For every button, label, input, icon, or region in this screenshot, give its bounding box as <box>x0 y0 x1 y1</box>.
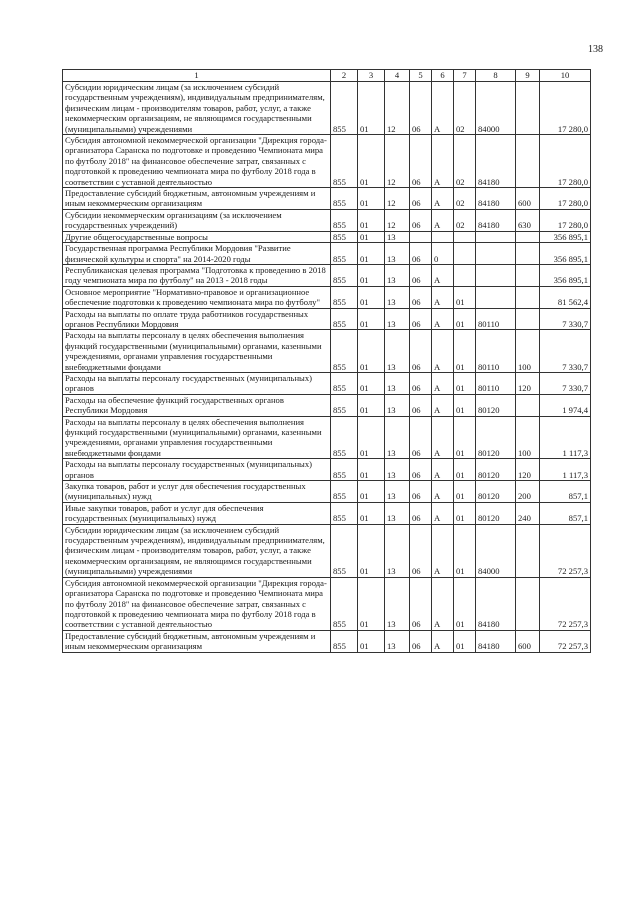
header-cell: 9 <box>516 70 540 82</box>
code-cell: 13 <box>385 243 410 265</box>
code-cell: А <box>432 372 454 394</box>
code-cell: 06 <box>410 264 432 286</box>
code-cell: 13 <box>385 630 410 652</box>
amount-cell: 7 330,7 <box>540 308 591 330</box>
code-cell: 13 <box>385 231 410 242</box>
amount-cell: 7 330,7 <box>540 330 591 373</box>
code-cell: 120 <box>516 372 540 394</box>
code-cell: А <box>432 188 454 210</box>
row-name: Субсидия автономной некоммерческой организации "Дирекция города-организатора Саранска по подготовке и проведению Чемпионата мира по футболу 2018" на финансовое обеспечение затрат, связанных с подготовкой к проведению чемпионата мира по футболу 2018 года в соответствии с уставной деятельностью <box>63 135 331 188</box>
code-cell <box>516 286 540 308</box>
code-cell: 100 <box>516 330 540 373</box>
code-cell: 01 <box>358 243 385 265</box>
code-cell: 855 <box>331 209 358 231</box>
code-cell: 80110 <box>476 372 516 394</box>
amount-cell: 72 257,3 <box>540 524 591 577</box>
code-cell: 01 <box>454 330 476 373</box>
code-cell: 01 <box>358 524 385 577</box>
code-cell: 06 <box>410 577 432 630</box>
code-cell: 855 <box>331 243 358 265</box>
row-name: Закупка товаров, работ и услуг для обеспечения государственных (муниципальных) нужд <box>63 481 331 503</box>
code-cell: 84180 <box>476 188 516 210</box>
code-cell: 855 <box>331 308 358 330</box>
code-cell: 84000 <box>476 82 516 135</box>
code-cell: А <box>432 82 454 135</box>
code-cell: 12 <box>385 135 410 188</box>
code-cell <box>410 231 432 242</box>
code-cell: А <box>432 524 454 577</box>
header-cell: 3 <box>358 70 385 82</box>
code-cell: 13 <box>385 416 410 459</box>
code-cell: 01 <box>454 394 476 416</box>
code-cell: 13 <box>385 394 410 416</box>
amount-cell: 17 280,0 <box>540 82 591 135</box>
code-cell: 06 <box>410 459 432 481</box>
row-name: Республиканская целевая программа "Подготовка к проведению в 2018 году чемпионата мира по футболу" на 2013 - 2018 годы <box>63 264 331 286</box>
code-cell: 01 <box>358 459 385 481</box>
code-cell: 855 <box>331 502 358 524</box>
code-cell: А <box>432 330 454 373</box>
row-name: Расходы на выплаты персоналу государственных (муниципальных) органов <box>63 459 331 481</box>
code-cell: А <box>432 502 454 524</box>
amount-cell: 72 257,3 <box>540 630 591 652</box>
code-cell: А <box>432 209 454 231</box>
code-cell: А <box>432 286 454 308</box>
code-cell: 80120 <box>476 502 516 524</box>
code-cell: 855 <box>331 394 358 416</box>
code-cell: 01 <box>358 577 385 630</box>
table-row <box>63 459 591 481</box>
table-row <box>63 481 591 503</box>
code-cell: 855 <box>331 416 358 459</box>
code-cell: 855 <box>331 135 358 188</box>
budget-table <box>62 69 591 653</box>
code-cell: 855 <box>331 630 358 652</box>
code-cell: 84180 <box>476 209 516 231</box>
amount-cell: 356 895,1 <box>540 264 591 286</box>
code-cell: 01 <box>454 524 476 577</box>
code-cell <box>454 264 476 286</box>
row-name: Предоставление субсидий бюджетным, автономным учреждениям и иным некоммерческим организациям <box>63 188 331 210</box>
code-cell: 01 <box>358 502 385 524</box>
code-cell: 01 <box>454 372 476 394</box>
code-cell: 80120 <box>476 416 516 459</box>
code-cell: 100 <box>516 416 540 459</box>
code-cell: А <box>432 308 454 330</box>
amount-cell: 17 280,0 <box>540 135 591 188</box>
code-cell: 240 <box>516 502 540 524</box>
code-cell: 80120 <box>476 459 516 481</box>
table-row <box>63 416 591 459</box>
amount-cell: 1 974,4 <box>540 394 591 416</box>
code-cell: 80120 <box>476 481 516 503</box>
row-name: Государственная программа Республики Мордовия "Развитие физической культуры и спорта" на 2014-2020 годы <box>63 243 331 265</box>
code-cell <box>516 231 540 242</box>
code-cell: 855 <box>331 188 358 210</box>
code-cell: А <box>432 416 454 459</box>
header-row <box>63 70 591 82</box>
row-name: Расходы на выплаты персоналу в целях обеспечения выполнения функций государственными (муниципальными) органами, казенными учреждениями, органами управления государственными внебюджетными фондами <box>63 330 331 373</box>
header-cell: 5 <box>410 70 432 82</box>
code-cell: 01 <box>454 286 476 308</box>
code-cell: А <box>432 630 454 652</box>
code-cell: 06 <box>410 372 432 394</box>
row-name: Субсидии юридическим лицам (за исключением субсидий государственным учреждениям), индивидуальным предпринимателям, физическим лицам - производителям товаров, работ, услуг, а также некоммерческим организациям, не являющимся государственными (муниципальными) учреждениями <box>63 82 331 135</box>
table-row <box>63 394 591 416</box>
row-name: Расходы на обеспечение функций государственных органов Республики Мордовия <box>63 394 331 416</box>
code-cell: 01 <box>358 416 385 459</box>
code-cell <box>476 286 516 308</box>
code-cell: 13 <box>385 459 410 481</box>
header-cell: 10 <box>540 70 591 82</box>
code-cell: 84180 <box>476 135 516 188</box>
header-cell: 6 <box>432 70 454 82</box>
table-row <box>63 502 591 524</box>
code-cell <box>516 264 540 286</box>
code-cell: 01 <box>358 231 385 242</box>
code-cell: 06 <box>410 524 432 577</box>
code-cell: 13 <box>385 502 410 524</box>
code-cell: А <box>432 459 454 481</box>
code-cell: 855 <box>331 577 358 630</box>
page-number: 138 <box>588 44 603 55</box>
amount-cell: 857,1 <box>540 502 591 524</box>
code-cell: 13 <box>385 330 410 373</box>
code-cell <box>454 231 476 242</box>
code-cell: 01 <box>454 459 476 481</box>
table-row <box>63 330 591 373</box>
code-cell <box>516 577 540 630</box>
code-cell: 80120 <box>476 394 516 416</box>
code-cell: А <box>432 577 454 630</box>
table-row <box>63 188 591 210</box>
code-cell: 06 <box>410 243 432 265</box>
code-cell: 855 <box>331 481 358 503</box>
code-cell: 855 <box>331 330 358 373</box>
code-cell <box>476 243 516 265</box>
code-cell: 01 <box>454 481 476 503</box>
code-cell: 80110 <box>476 308 516 330</box>
row-name: Субсидии юридическим лицам (за исключением субсидий государственным учреждениям), индивидуальным предпринимателям, физическим лицам - производителям товаров, работ, услуг, а также некоммерческим организациям, не являющимся государственными (муниципальными) учреждениями <box>63 524 331 577</box>
code-cell: 855 <box>331 82 358 135</box>
table-row <box>63 630 591 652</box>
code-cell: 855 <box>331 286 358 308</box>
row-name: Предоставление субсидий бюджетным, автономным учреждениям и иным некоммерческим организациям <box>63 630 331 652</box>
code-cell: 06 <box>410 209 432 231</box>
code-cell: 13 <box>385 577 410 630</box>
amount-cell: 7 330,7 <box>540 372 591 394</box>
code-cell <box>432 231 454 242</box>
table-row <box>63 209 591 231</box>
code-cell: 06 <box>410 82 432 135</box>
code-cell: 855 <box>331 231 358 242</box>
code-cell: 13 <box>385 286 410 308</box>
code-cell: 06 <box>410 630 432 652</box>
code-cell: 01 <box>454 502 476 524</box>
table-row <box>63 308 591 330</box>
code-cell: 12 <box>385 209 410 231</box>
table-row <box>63 82 591 135</box>
code-cell: 01 <box>358 82 385 135</box>
code-cell: 06 <box>410 135 432 188</box>
code-cell: 01 <box>358 308 385 330</box>
code-cell: 01 <box>358 394 385 416</box>
amount-cell: 356 895,1 <box>540 231 591 242</box>
code-cell: 02 <box>454 135 476 188</box>
code-cell: 01 <box>358 286 385 308</box>
code-cell: 06 <box>410 286 432 308</box>
code-cell: А <box>432 481 454 503</box>
code-cell: 01 <box>358 135 385 188</box>
code-cell: 01 <box>454 630 476 652</box>
code-cell: 06 <box>410 481 432 503</box>
code-cell: 855 <box>331 524 358 577</box>
row-name: Основное мероприятие "Нормативно-правовое и организационное обеспечение подготовки к проведению чемпионата мира по футболу" <box>63 286 331 308</box>
code-cell: 13 <box>385 264 410 286</box>
code-cell: 12 <box>385 188 410 210</box>
row-name: Субсидия автономной некоммерческой организации "Дирекция города-организатора Саранска по подготовке и проведению Чемпионата мира по футболу 2018" на финансовое обеспечение затрат, связанных с подготовкой к проведению чемпионата мира по футболу 2018 года в соответствии с уставной деятельностью <box>63 577 331 630</box>
header-cell: 2 <box>331 70 358 82</box>
code-cell: 600 <box>516 188 540 210</box>
code-cell: 01 <box>358 330 385 373</box>
code-cell: 855 <box>331 264 358 286</box>
code-cell: 855 <box>331 372 358 394</box>
code-cell <box>516 524 540 577</box>
code-cell: 06 <box>410 416 432 459</box>
code-cell: 06 <box>410 330 432 373</box>
code-cell: 84180 <box>476 577 516 630</box>
code-cell: 630 <box>516 209 540 231</box>
table-row <box>63 372 591 394</box>
code-cell <box>516 308 540 330</box>
code-cell <box>476 264 516 286</box>
code-cell: 13 <box>385 372 410 394</box>
code-cell <box>516 394 540 416</box>
row-name: Субсидии некоммерческим организациям (за исключением государственных учреждений) <box>63 209 331 231</box>
amount-cell: 72 257,3 <box>540 577 591 630</box>
code-cell: 06 <box>410 394 432 416</box>
code-cell: 200 <box>516 481 540 503</box>
code-cell: 01 <box>454 416 476 459</box>
code-cell: 13 <box>385 524 410 577</box>
code-cell: 01 <box>358 372 385 394</box>
code-cell <box>454 243 476 265</box>
amount-cell: 1 117,3 <box>540 459 591 481</box>
code-cell: 80110 <box>476 330 516 373</box>
amount-cell: 81 562,4 <box>540 286 591 308</box>
code-cell: 12 <box>385 82 410 135</box>
code-cell: 01 <box>358 481 385 503</box>
code-cell: А <box>432 135 454 188</box>
code-cell: 01 <box>358 264 385 286</box>
code-cell: 02 <box>454 188 476 210</box>
code-cell: 84180 <box>476 630 516 652</box>
code-cell: 06 <box>410 188 432 210</box>
amount-cell: 1 117,3 <box>540 416 591 459</box>
table-row <box>63 243 591 265</box>
header-cell: 4 <box>385 70 410 82</box>
amount-cell: 857,1 <box>540 481 591 503</box>
header-cell: 1 <box>63 70 331 82</box>
code-cell: 855 <box>331 459 358 481</box>
code-cell <box>476 231 516 242</box>
row-name: Иные закупки товаров, работ и услуг для обеспечения государственных (муниципальных) нужд <box>63 502 331 524</box>
amount-cell: 356 895,1 <box>540 243 591 265</box>
code-cell: 06 <box>410 308 432 330</box>
code-cell: 01 <box>358 209 385 231</box>
row-name: Другие общегосударственные вопросы <box>63 231 331 242</box>
code-cell: 600 <box>516 630 540 652</box>
table-row <box>63 524 591 577</box>
code-cell: 06 <box>410 502 432 524</box>
code-cell: 02 <box>454 209 476 231</box>
amount-cell: 17 280,0 <box>540 188 591 210</box>
table-row <box>63 135 591 188</box>
table-row <box>63 286 591 308</box>
table-row <box>63 577 591 630</box>
row-name: Расходы на выплаты персоналу государственных (муниципальных) органов <box>63 372 331 394</box>
code-cell: 13 <box>385 308 410 330</box>
code-cell <box>516 135 540 188</box>
code-cell: 02 <box>454 82 476 135</box>
code-cell: 120 <box>516 459 540 481</box>
table-row <box>63 264 591 286</box>
code-cell: 01 <box>454 577 476 630</box>
table-row <box>63 231 591 242</box>
header-cell: 7 <box>454 70 476 82</box>
amount-cell: 17 280,0 <box>540 209 591 231</box>
code-cell: 01 <box>358 630 385 652</box>
code-cell: 84000 <box>476 524 516 577</box>
row-name: Расходы на выплаты персоналу в целях обеспечения выполнения функций государственными (муниципальными) органами, казенными учреждениями, органами управления государственными внебюджетными фондами <box>63 416 331 459</box>
code-cell: А <box>432 264 454 286</box>
code-cell: 13 <box>385 481 410 503</box>
code-cell <box>516 243 540 265</box>
code-cell <box>516 82 540 135</box>
code-cell: 0 <box>432 243 454 265</box>
row-name: Расходы на выплаты по оплате труда работников государственных органов Республики Мордовия <box>63 308 331 330</box>
table-body <box>63 82 591 653</box>
code-cell: 01 <box>358 188 385 210</box>
code-cell: А <box>432 394 454 416</box>
header-cell: 8 <box>476 70 516 82</box>
code-cell: 01 <box>454 308 476 330</box>
